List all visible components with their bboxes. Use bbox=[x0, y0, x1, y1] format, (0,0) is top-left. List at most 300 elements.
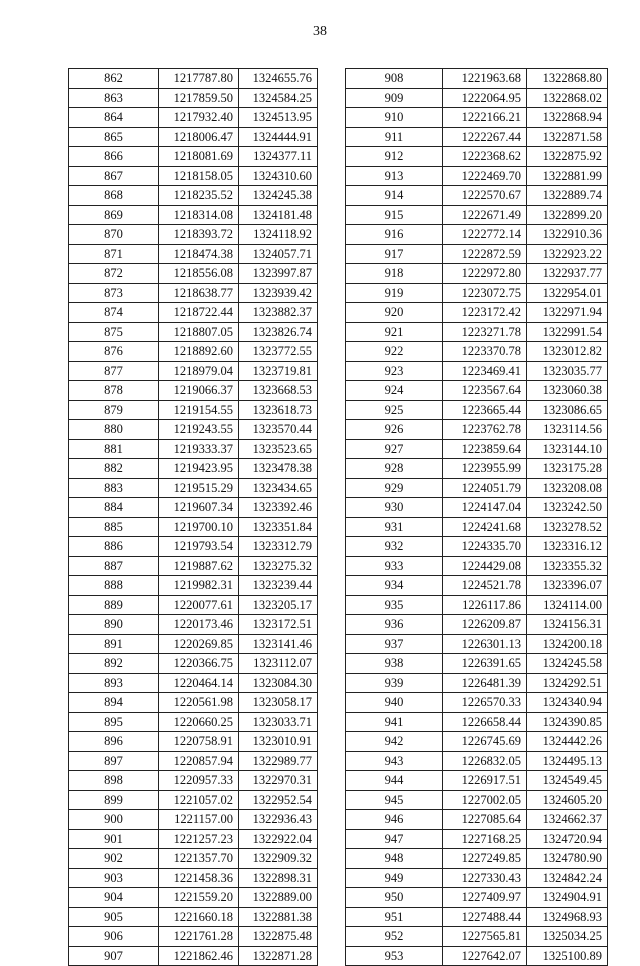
point-number-cell: 927 bbox=[346, 439, 443, 459]
x-coordinate-cell: 1227330.43 bbox=[443, 868, 527, 888]
point-number-cell: 882 bbox=[69, 459, 159, 479]
y-coordinate-cell: 1323172.51 bbox=[239, 615, 318, 635]
y-coordinate-cell: 1324340.94 bbox=[527, 693, 608, 713]
table-row bbox=[69, 576, 318, 596]
x-coordinate-cell: 1223172.42 bbox=[443, 303, 527, 323]
y-coordinate-cell: 1323035.77 bbox=[527, 361, 608, 381]
point-number-cell: 930 bbox=[346, 498, 443, 518]
x-coordinate-cell: 1218158.05 bbox=[159, 166, 239, 186]
x-coordinate-cell: 1221862.46 bbox=[159, 946, 239, 966]
table-row bbox=[69, 517, 318, 537]
table-row bbox=[346, 927, 608, 947]
y-coordinate-cell: 1324245.58 bbox=[527, 654, 608, 674]
x-coordinate-cell: 1226481.39 bbox=[443, 673, 527, 693]
point-number-cell: 878 bbox=[69, 381, 159, 401]
point-number-cell: 925 bbox=[346, 400, 443, 420]
y-coordinate-cell: 1323144.10 bbox=[527, 439, 608, 459]
coordinates-table-left bbox=[68, 68, 318, 966]
y-coordinate-cell: 1323010.91 bbox=[239, 732, 318, 752]
table-row bbox=[346, 264, 608, 284]
point-number-cell: 947 bbox=[346, 829, 443, 849]
y-coordinate-cell: 1322954.01 bbox=[527, 283, 608, 303]
x-coordinate-cell: 1221660.18 bbox=[159, 907, 239, 927]
x-coordinate-cell: 1227565.81 bbox=[443, 927, 527, 947]
x-coordinate-cell: 1220857.94 bbox=[159, 751, 239, 771]
y-coordinate-cell: 1324549.45 bbox=[527, 771, 608, 791]
x-coordinate-cell: 1221761.28 bbox=[159, 927, 239, 947]
y-coordinate-cell: 1324495.13 bbox=[527, 751, 608, 771]
y-coordinate-cell: 1324245.38 bbox=[239, 186, 318, 206]
table-row bbox=[69, 712, 318, 732]
point-number-cell: 934 bbox=[346, 576, 443, 596]
y-coordinate-cell: 1323826.74 bbox=[239, 322, 318, 342]
y-coordinate-cell: 1324904.91 bbox=[527, 888, 608, 908]
point-number-cell: 883 bbox=[69, 478, 159, 498]
x-coordinate-cell: 1218081.69 bbox=[159, 147, 239, 167]
point-number-cell: 946 bbox=[346, 810, 443, 830]
table-row bbox=[346, 517, 608, 537]
point-number-cell: 901 bbox=[69, 829, 159, 849]
y-coordinate-cell: 1323086.65 bbox=[527, 400, 608, 420]
x-coordinate-cell: 1217787.80 bbox=[159, 69, 239, 89]
table-row bbox=[69, 849, 318, 869]
table-row bbox=[69, 829, 318, 849]
y-coordinate-cell: 1322989.77 bbox=[239, 751, 318, 771]
x-coordinate-cell: 1223665.44 bbox=[443, 400, 527, 420]
point-number-cell: 923 bbox=[346, 361, 443, 381]
x-coordinate-cell: 1222570.67 bbox=[443, 186, 527, 206]
y-coordinate-cell: 1324310.60 bbox=[239, 166, 318, 186]
x-coordinate-cell: 1218474.38 bbox=[159, 244, 239, 264]
point-number-cell: 919 bbox=[346, 283, 443, 303]
x-coordinate-cell: 1218235.52 bbox=[159, 186, 239, 206]
point-number-cell: 913 bbox=[346, 166, 443, 186]
x-coordinate-cell: 1224051.79 bbox=[443, 478, 527, 498]
x-coordinate-cell: 1224147.04 bbox=[443, 498, 527, 518]
y-coordinate-cell: 1323141.46 bbox=[239, 634, 318, 654]
point-number-cell: 862 bbox=[69, 69, 159, 89]
x-coordinate-cell: 1221458.36 bbox=[159, 868, 239, 888]
table-row bbox=[69, 303, 318, 323]
x-coordinate-cell: 1226745.69 bbox=[443, 732, 527, 752]
x-coordinate-cell: 1218006.47 bbox=[159, 127, 239, 147]
point-number-cell: 879 bbox=[69, 400, 159, 420]
point-number-cell: 896 bbox=[69, 732, 159, 752]
table-row bbox=[69, 927, 318, 947]
table-row bbox=[346, 810, 608, 830]
table-row bbox=[69, 322, 318, 342]
point-number-cell: 937 bbox=[346, 634, 443, 654]
y-coordinate-cell: 1322868.94 bbox=[527, 108, 608, 128]
x-coordinate-cell: 1218892.60 bbox=[159, 342, 239, 362]
x-coordinate-cell: 1222772.14 bbox=[443, 225, 527, 245]
point-number-cell: 877 bbox=[69, 361, 159, 381]
table-row bbox=[346, 498, 608, 518]
point-number-cell: 898 bbox=[69, 771, 159, 791]
x-coordinate-cell: 1222368.62 bbox=[443, 147, 527, 167]
x-coordinate-cell: 1223859.64 bbox=[443, 439, 527, 459]
point-number-cell: 894 bbox=[69, 693, 159, 713]
y-coordinate-cell: 1324390.85 bbox=[527, 712, 608, 732]
table-row bbox=[69, 69, 318, 89]
table-row bbox=[69, 439, 318, 459]
x-coordinate-cell: 1227249.85 bbox=[443, 849, 527, 869]
y-coordinate-cell: 1323058.17 bbox=[239, 693, 318, 713]
x-coordinate-cell: 1223762.78 bbox=[443, 420, 527, 440]
coordinates-table-right bbox=[345, 68, 608, 966]
table-row bbox=[69, 771, 318, 791]
point-number-cell: 884 bbox=[69, 498, 159, 518]
table-row bbox=[69, 498, 318, 518]
point-number-cell: 899 bbox=[69, 790, 159, 810]
x-coordinate-cell: 1224335.70 bbox=[443, 537, 527, 557]
table-row bbox=[69, 888, 318, 908]
x-coordinate-cell: 1223072.75 bbox=[443, 283, 527, 303]
point-number-cell: 876 bbox=[69, 342, 159, 362]
x-coordinate-cell: 1223271.78 bbox=[443, 322, 527, 342]
point-number-cell: 893 bbox=[69, 673, 159, 693]
point-number-cell: 944 bbox=[346, 771, 443, 791]
x-coordinate-cell: 1221963.68 bbox=[443, 69, 527, 89]
y-coordinate-cell: 1322910.36 bbox=[527, 225, 608, 245]
table-row bbox=[69, 127, 318, 147]
point-number-cell: 897 bbox=[69, 751, 159, 771]
y-coordinate-cell: 1324057.71 bbox=[239, 244, 318, 264]
table-row bbox=[346, 673, 608, 693]
table-row bbox=[346, 342, 608, 362]
x-coordinate-cell: 1227002.05 bbox=[443, 790, 527, 810]
x-coordinate-cell: 1220269.85 bbox=[159, 634, 239, 654]
y-coordinate-cell: 1325100.89 bbox=[527, 946, 608, 966]
table-row bbox=[346, 88, 608, 108]
y-coordinate-cell: 1323316.12 bbox=[527, 537, 608, 557]
point-number-cell: 906 bbox=[69, 927, 159, 947]
x-coordinate-cell: 1219066.37 bbox=[159, 381, 239, 401]
y-coordinate-cell: 1322868.02 bbox=[527, 88, 608, 108]
y-coordinate-cell: 1324114.00 bbox=[527, 595, 608, 615]
x-coordinate-cell: 1223370.78 bbox=[443, 342, 527, 362]
point-number-cell: 885 bbox=[69, 517, 159, 537]
x-coordinate-cell: 1223469.41 bbox=[443, 361, 527, 381]
x-coordinate-cell: 1219700.10 bbox=[159, 517, 239, 537]
x-coordinate-cell: 1227642.07 bbox=[443, 946, 527, 966]
x-coordinate-cell: 1226301.13 bbox=[443, 634, 527, 654]
table-row bbox=[346, 322, 608, 342]
y-coordinate-cell: 1323084.30 bbox=[239, 673, 318, 693]
x-coordinate-cell: 1227085.64 bbox=[443, 810, 527, 830]
table-row bbox=[69, 537, 318, 557]
point-number-cell: 904 bbox=[69, 888, 159, 908]
point-number-cell: 875 bbox=[69, 322, 159, 342]
table-row bbox=[346, 303, 608, 323]
point-number-cell: 951 bbox=[346, 907, 443, 927]
y-coordinate-cell: 1322936.43 bbox=[239, 810, 318, 830]
point-number-cell: 863 bbox=[69, 88, 159, 108]
table-row bbox=[69, 147, 318, 167]
table-row bbox=[346, 420, 608, 440]
table-row bbox=[69, 556, 318, 576]
y-coordinate-cell: 1322937.77 bbox=[527, 264, 608, 284]
point-number-cell: 911 bbox=[346, 127, 443, 147]
point-number-cell: 945 bbox=[346, 790, 443, 810]
x-coordinate-cell: 1222064.95 bbox=[443, 88, 527, 108]
table-row bbox=[346, 361, 608, 381]
x-coordinate-cell: 1224521.78 bbox=[443, 576, 527, 596]
point-number-cell: 938 bbox=[346, 654, 443, 674]
x-coordinate-cell: 1217859.50 bbox=[159, 88, 239, 108]
y-coordinate-cell: 1323275.32 bbox=[239, 556, 318, 576]
table-row bbox=[346, 537, 608, 557]
x-coordinate-cell: 1221559.20 bbox=[159, 888, 239, 908]
table-row bbox=[346, 576, 608, 596]
x-coordinate-cell: 1221357.70 bbox=[159, 849, 239, 869]
x-coordinate-cell: 1219515.29 bbox=[159, 478, 239, 498]
x-coordinate-cell: 1226832.05 bbox=[443, 751, 527, 771]
table-row bbox=[346, 732, 608, 752]
y-coordinate-cell: 1322991.54 bbox=[527, 322, 608, 342]
x-coordinate-cell: 1218807.05 bbox=[159, 322, 239, 342]
point-number-cell: 881 bbox=[69, 439, 159, 459]
x-coordinate-cell: 1219154.55 bbox=[159, 400, 239, 420]
y-coordinate-cell: 1322881.38 bbox=[239, 907, 318, 927]
point-number-cell: 949 bbox=[346, 868, 443, 888]
table-row bbox=[346, 654, 608, 674]
table-row bbox=[69, 907, 318, 927]
point-number-cell: 889 bbox=[69, 595, 159, 615]
point-number-cell: 865 bbox=[69, 127, 159, 147]
table-row bbox=[69, 751, 318, 771]
y-coordinate-cell: 1322889.00 bbox=[239, 888, 318, 908]
point-number-cell: 920 bbox=[346, 303, 443, 323]
x-coordinate-cell: 1220173.46 bbox=[159, 615, 239, 635]
table-row bbox=[346, 166, 608, 186]
y-coordinate-cell: 1323939.42 bbox=[239, 283, 318, 303]
table-row bbox=[346, 946, 608, 966]
table-row bbox=[69, 615, 318, 635]
table-row bbox=[69, 673, 318, 693]
table-row bbox=[69, 595, 318, 615]
point-number-cell: 916 bbox=[346, 225, 443, 245]
point-number-cell: 921 bbox=[346, 322, 443, 342]
y-coordinate-cell: 1323114.56 bbox=[527, 420, 608, 440]
y-coordinate-cell: 1323312.79 bbox=[239, 537, 318, 557]
table-row bbox=[69, 420, 318, 440]
x-coordinate-cell: 1219333.37 bbox=[159, 439, 239, 459]
table-row bbox=[346, 556, 608, 576]
table-row bbox=[69, 244, 318, 264]
x-coordinate-cell: 1219607.34 bbox=[159, 498, 239, 518]
table-row bbox=[69, 283, 318, 303]
x-coordinate-cell: 1223955.99 bbox=[443, 459, 527, 479]
y-coordinate-cell: 1322889.74 bbox=[527, 186, 608, 206]
point-number-cell: 905 bbox=[69, 907, 159, 927]
table-row bbox=[69, 108, 318, 128]
table-row bbox=[69, 732, 318, 752]
point-number-cell: 926 bbox=[346, 420, 443, 440]
point-number-cell: 910 bbox=[346, 108, 443, 128]
y-coordinate-cell: 1324842.24 bbox=[527, 868, 608, 888]
y-coordinate-cell: 1322899.20 bbox=[527, 205, 608, 225]
x-coordinate-cell: 1222972.80 bbox=[443, 264, 527, 284]
point-number-cell: 932 bbox=[346, 537, 443, 557]
x-coordinate-cell: 1219887.62 bbox=[159, 556, 239, 576]
table-row bbox=[69, 186, 318, 206]
x-coordinate-cell: 1226570.33 bbox=[443, 693, 527, 713]
table-row bbox=[346, 108, 608, 128]
x-coordinate-cell: 1226209.87 bbox=[443, 615, 527, 635]
y-coordinate-cell: 1324662.37 bbox=[527, 810, 608, 830]
y-coordinate-cell: 1322898.31 bbox=[239, 868, 318, 888]
y-coordinate-cell: 1322875.92 bbox=[527, 147, 608, 167]
y-coordinate-cell: 1324513.95 bbox=[239, 108, 318, 128]
table-row bbox=[346, 127, 608, 147]
x-coordinate-cell: 1220758.91 bbox=[159, 732, 239, 752]
point-number-cell: 886 bbox=[69, 537, 159, 557]
point-number-cell: 887 bbox=[69, 556, 159, 576]
point-number-cell: 867 bbox=[69, 166, 159, 186]
table-row bbox=[346, 459, 608, 479]
y-coordinate-cell: 1324181.48 bbox=[239, 205, 318, 225]
point-number-cell: 924 bbox=[346, 381, 443, 401]
y-coordinate-cell: 1323668.53 bbox=[239, 381, 318, 401]
table-row bbox=[346, 712, 608, 732]
point-number-cell: 935 bbox=[346, 595, 443, 615]
point-number-cell: 868 bbox=[69, 186, 159, 206]
table-row bbox=[346, 771, 608, 791]
x-coordinate-cell: 1223567.64 bbox=[443, 381, 527, 401]
point-number-cell: 931 bbox=[346, 517, 443, 537]
y-coordinate-cell: 1322971.94 bbox=[527, 303, 608, 323]
point-number-cell: 941 bbox=[346, 712, 443, 732]
point-number-cell: 890 bbox=[69, 615, 159, 635]
point-number-cell: 918 bbox=[346, 264, 443, 284]
x-coordinate-cell: 1222267.44 bbox=[443, 127, 527, 147]
y-coordinate-cell: 1323434.65 bbox=[239, 478, 318, 498]
table-row bbox=[346, 400, 608, 420]
x-coordinate-cell: 1226391.65 bbox=[443, 654, 527, 674]
point-number-cell: 933 bbox=[346, 556, 443, 576]
point-number-cell: 908 bbox=[346, 69, 443, 89]
x-coordinate-cell: 1221057.02 bbox=[159, 790, 239, 810]
x-coordinate-cell: 1220957.33 bbox=[159, 771, 239, 791]
y-coordinate-cell: 1323396.07 bbox=[527, 576, 608, 596]
table-row bbox=[69, 400, 318, 420]
point-number-cell: 928 bbox=[346, 459, 443, 479]
point-number-cell: 888 bbox=[69, 576, 159, 596]
point-number-cell: 915 bbox=[346, 205, 443, 225]
point-number-cell: 891 bbox=[69, 634, 159, 654]
y-coordinate-cell: 1322909.32 bbox=[239, 849, 318, 869]
coordinates-table-right-body bbox=[346, 69, 608, 966]
x-coordinate-cell: 1217932.40 bbox=[159, 108, 239, 128]
point-number-cell: 942 bbox=[346, 732, 443, 752]
x-coordinate-cell: 1224241.68 bbox=[443, 517, 527, 537]
y-coordinate-cell: 1323392.46 bbox=[239, 498, 318, 518]
table-row bbox=[346, 69, 608, 89]
point-number-cell: 895 bbox=[69, 712, 159, 732]
x-coordinate-cell: 1220561.98 bbox=[159, 693, 239, 713]
table-row bbox=[69, 225, 318, 245]
x-coordinate-cell: 1219423.95 bbox=[159, 459, 239, 479]
y-coordinate-cell: 1322922.04 bbox=[239, 829, 318, 849]
x-coordinate-cell: 1224429.08 bbox=[443, 556, 527, 576]
y-coordinate-cell: 1324780.90 bbox=[527, 849, 608, 869]
x-coordinate-cell: 1220077.61 bbox=[159, 595, 239, 615]
x-coordinate-cell: 1226917.51 bbox=[443, 771, 527, 791]
y-coordinate-cell: 1322868.80 bbox=[527, 69, 608, 89]
point-number-cell: 950 bbox=[346, 888, 443, 908]
y-coordinate-cell: 1323355.32 bbox=[527, 556, 608, 576]
page-number: 38 bbox=[313, 24, 327, 39]
y-coordinate-cell: 1322875.48 bbox=[239, 927, 318, 947]
point-number-cell: 909 bbox=[346, 88, 443, 108]
table-row bbox=[69, 634, 318, 654]
y-coordinate-cell: 1324442.26 bbox=[527, 732, 608, 752]
point-number-cell: 936 bbox=[346, 615, 443, 635]
point-number-cell: 900 bbox=[69, 810, 159, 830]
y-coordinate-cell: 1323618.73 bbox=[239, 400, 318, 420]
point-number-cell: 939 bbox=[346, 673, 443, 693]
y-coordinate-cell: 1323033.71 bbox=[239, 712, 318, 732]
x-coordinate-cell: 1222469.70 bbox=[443, 166, 527, 186]
point-number-cell: 873 bbox=[69, 283, 159, 303]
table-row bbox=[346, 615, 608, 635]
y-coordinate-cell: 1325034.25 bbox=[527, 927, 608, 947]
table-row bbox=[346, 907, 608, 927]
y-coordinate-cell: 1324968.93 bbox=[527, 907, 608, 927]
x-coordinate-cell: 1220464.14 bbox=[159, 673, 239, 693]
point-number-cell: 903 bbox=[69, 868, 159, 888]
point-number-cell: 902 bbox=[69, 849, 159, 869]
table-row bbox=[69, 790, 318, 810]
point-number-cell: 940 bbox=[346, 693, 443, 713]
y-coordinate-cell: 1322923.22 bbox=[527, 244, 608, 264]
table-row bbox=[346, 751, 608, 771]
x-coordinate-cell: 1227168.25 bbox=[443, 829, 527, 849]
x-coordinate-cell: 1226658.44 bbox=[443, 712, 527, 732]
y-coordinate-cell: 1323997.87 bbox=[239, 264, 318, 284]
y-coordinate-cell: 1324584.25 bbox=[239, 88, 318, 108]
table-row bbox=[346, 225, 608, 245]
table-row bbox=[69, 264, 318, 284]
point-number-cell: 874 bbox=[69, 303, 159, 323]
x-coordinate-cell: 1221157.00 bbox=[159, 810, 239, 830]
y-coordinate-cell: 1323478.38 bbox=[239, 459, 318, 479]
y-coordinate-cell: 1324118.92 bbox=[239, 225, 318, 245]
y-coordinate-cell: 1324605.20 bbox=[527, 790, 608, 810]
point-number-cell: 922 bbox=[346, 342, 443, 362]
table-row bbox=[69, 205, 318, 225]
y-coordinate-cell: 1323278.52 bbox=[527, 517, 608, 537]
x-coordinate-cell: 1221257.23 bbox=[159, 829, 239, 849]
x-coordinate-cell: 1219793.54 bbox=[159, 537, 239, 557]
y-coordinate-cell: 1322881.99 bbox=[527, 166, 608, 186]
coordinates-table-left-body bbox=[69, 69, 318, 966]
y-coordinate-cell: 1322871.58 bbox=[527, 127, 608, 147]
table-row bbox=[69, 459, 318, 479]
y-coordinate-cell: 1323719.81 bbox=[239, 361, 318, 381]
table-row bbox=[69, 361, 318, 381]
point-number-cell: 953 bbox=[346, 946, 443, 966]
y-coordinate-cell: 1323205.17 bbox=[239, 595, 318, 615]
x-coordinate-cell: 1218556.08 bbox=[159, 264, 239, 284]
x-coordinate-cell: 1222166.21 bbox=[443, 108, 527, 128]
point-number-cell: 943 bbox=[346, 751, 443, 771]
table-row bbox=[69, 166, 318, 186]
y-coordinate-cell: 1323112.07 bbox=[239, 654, 318, 674]
point-number-cell: 907 bbox=[69, 946, 159, 966]
point-number-cell: 872 bbox=[69, 264, 159, 284]
